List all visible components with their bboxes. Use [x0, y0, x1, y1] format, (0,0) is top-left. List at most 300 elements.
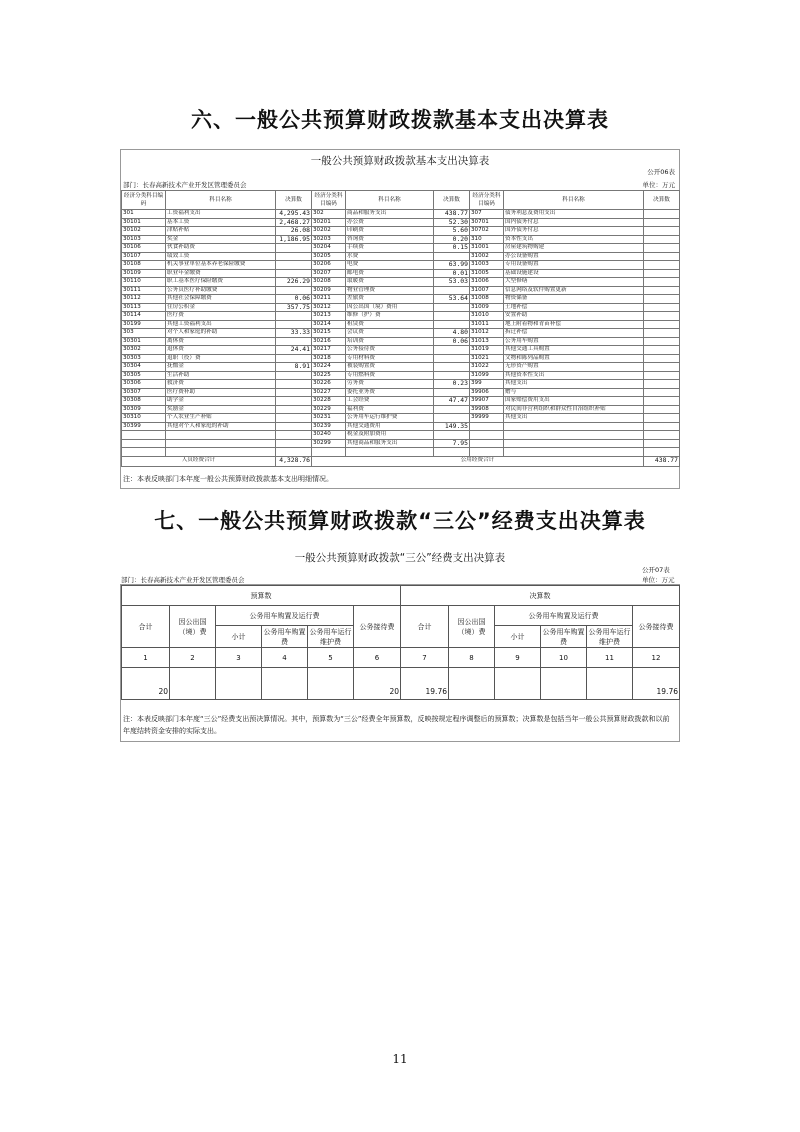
table-cell: 31008: [470, 295, 504, 304]
table-cell: 其他交通工具购置: [504, 346, 644, 355]
table-row: [122, 269, 680, 278]
table-cell: 7.95: [434, 439, 470, 448]
table-cell: 福利费: [346, 405, 434, 414]
budget-car-buy-header: 公务用车购置费: [263, 627, 306, 646]
table-6-header-cell: 经济分类科目编码: [122, 191, 166, 210]
table-cell: [122, 448, 166, 457]
table-cell: [434, 320, 470, 329]
table-cell: 303: [122, 329, 166, 338]
table-cell: 国外债务付息: [504, 227, 644, 236]
table-cell: 30304: [122, 363, 166, 372]
table-cell: [122, 439, 166, 448]
table-7-unit: 单位：万元: [642, 576, 675, 584]
table-cell: 30112: [122, 295, 166, 304]
table-cell: 30109: [122, 269, 166, 278]
table-cell: 因公出国（境）费用: [346, 303, 434, 312]
table-cell: [434, 303, 470, 312]
table-cell: 26.08: [276, 227, 312, 236]
table-row: [122, 363, 680, 372]
budget-total-header: 合计: [122, 606, 170, 648]
table-cell: [470, 431, 504, 440]
table-cell: [644, 422, 680, 431]
table-cell: 奖金: [166, 235, 276, 244]
public-total-value: 438.77: [644, 456, 680, 466]
table-cell: 30212: [312, 303, 346, 312]
column-number-cell: 9: [495, 648, 541, 668]
column-number-cell: 6: [354, 648, 401, 668]
budget-car-group-header: 公务用车购置及运行费: [216, 606, 354, 626]
table-cell: 土地补偿: [504, 303, 644, 312]
table-cell: 30229: [312, 405, 346, 414]
table-cell: 商品和服务支出: [346, 210, 434, 219]
table-cell: 公务用车运行维护费: [346, 414, 434, 423]
table-cell: 31012: [470, 329, 504, 338]
table-cell: 30216: [312, 337, 346, 346]
table-7-header-row-1: [122, 606, 680, 626]
table-cell: 302: [312, 210, 346, 219]
table-cell: 电费: [346, 261, 434, 270]
table-cell: 债务利息及费用支出: [504, 210, 644, 219]
table-6-header-cell: 科目名称: [346, 191, 434, 210]
table-cell: [644, 295, 680, 304]
table-cell: 30113: [122, 303, 166, 312]
table-cell: 0.06: [434, 337, 470, 346]
table-cell: 30299: [312, 439, 346, 448]
table-cell: 30701: [470, 218, 504, 227]
table-cell: 31003: [470, 261, 504, 270]
table-cell: 31022: [470, 363, 504, 372]
table-cell: 30310: [122, 414, 166, 423]
table-cell: 30209: [312, 286, 346, 295]
table-cell: [166, 448, 276, 457]
table-cell: 对个人和家庭的补助: [166, 329, 276, 338]
table-cell: 31019: [470, 346, 504, 355]
table-6-header-cell: 科目名称: [504, 191, 644, 210]
table-cell: 房屋建筑物购建: [504, 244, 644, 253]
table-cell: [312, 448, 346, 457]
table-cell: [276, 252, 312, 261]
value-cell: [170, 668, 216, 700]
table-cell: [644, 363, 680, 372]
table-row: [122, 286, 680, 295]
table-cell: [644, 218, 680, 227]
table-cell: 其他工资福利支出: [166, 320, 276, 329]
table-cell: 30225: [312, 371, 346, 380]
table-cell: [276, 448, 312, 457]
table-row: [122, 346, 680, 355]
table-cell: 30203: [312, 235, 346, 244]
table-cell: 其他社会保障缴费: [166, 295, 276, 304]
table-cell: [644, 278, 680, 287]
table-cell: 30399: [122, 422, 166, 431]
table-cell: 31013: [470, 337, 504, 346]
table-cell: [644, 320, 680, 329]
final-subtotal-header: 小计: [495, 626, 541, 648]
table-cell: [644, 244, 680, 253]
table-cell: [644, 354, 680, 363]
table-cell: [276, 439, 312, 448]
table-cell: [276, 261, 312, 270]
table-row: [122, 210, 680, 219]
table-cell: 培训费: [346, 337, 434, 346]
table-cell: 国家赔偿费用支出: [504, 397, 644, 406]
table-cell: [434, 388, 470, 397]
table-cell: 30228: [312, 397, 346, 406]
table-cell: 33.33: [276, 329, 312, 338]
table-cell: [644, 235, 680, 244]
table-6-header-cell: 决算数: [644, 191, 680, 210]
table-cell: 30201: [312, 218, 346, 227]
table-cell: 30204: [312, 244, 346, 253]
table-cell: 30231: [312, 414, 346, 423]
table-cell: 30308: [122, 397, 166, 406]
table-cell: [644, 346, 680, 355]
value-cell: [262, 668, 308, 700]
table-cell: 税金及附加费用: [346, 431, 434, 440]
table-cell: 31007: [470, 286, 504, 295]
column-number-cell: 12: [633, 648, 680, 668]
table-6-code: 公开06表: [647, 168, 675, 176]
table-cell: [434, 448, 470, 457]
table-cell: 0.06: [276, 295, 312, 304]
table-cell: [644, 448, 680, 457]
table-cell: 基础设施建设: [504, 269, 644, 278]
table-cell: 39907: [470, 397, 504, 406]
table-cell: 399: [470, 380, 504, 389]
table-cell: 办公费: [346, 218, 434, 227]
table-6-header-cell: 决算数: [276, 191, 312, 210]
table-row: [122, 380, 680, 389]
table-cell: [644, 371, 680, 380]
value-cell: [449, 668, 495, 700]
table-cell: 30106: [122, 244, 166, 253]
table-cell: 149.35: [434, 422, 470, 431]
table-cell: 基本工资: [166, 218, 276, 227]
table-cell: 39906: [470, 388, 504, 397]
table-cell: 生活补助: [166, 371, 276, 380]
table-cell: 机关事业单位基本养老保险缴费: [166, 261, 276, 270]
table-row: [122, 295, 680, 304]
table-row: [122, 414, 680, 423]
table-cell: 职业年金缴费: [166, 269, 276, 278]
table-row: [122, 354, 680, 363]
column-number-cell: 8: [449, 648, 495, 668]
table-cell: 0.20: [434, 235, 470, 244]
table-cell: 拆迁补偿: [504, 329, 644, 338]
table-cell: 地上附着物和青苗补偿: [504, 320, 644, 329]
table-cell: 咨询费: [346, 235, 434, 244]
table-cell: 文物和陈列品购置: [504, 354, 644, 363]
value-cell: [495, 668, 541, 700]
table-cell: 31005: [470, 269, 504, 278]
table-cell: [644, 312, 680, 321]
table-cell: 30205: [312, 252, 346, 261]
table-cell: 31099: [470, 371, 504, 380]
table-cell: 专用燃料费: [346, 371, 434, 380]
table-cell: 226.29: [276, 278, 312, 287]
table-cell: [644, 431, 680, 440]
table-cell: 30202: [312, 227, 346, 236]
final-car-group-header: 公务用车购置及运行费: [495, 606, 633, 626]
table-cell: 医疗费: [166, 312, 276, 321]
table-cell: 53.64: [434, 295, 470, 304]
table-cell: 30215: [312, 329, 346, 338]
table-row: [122, 337, 680, 346]
table-cell: 公务员医疗补助缴费: [166, 286, 276, 295]
table-cell: 30702: [470, 227, 504, 236]
table-cell: 其他交通费用: [346, 422, 434, 431]
table-cell: 工资福利支出: [166, 210, 276, 219]
table-cell: 公务接待费: [346, 346, 434, 355]
table-cell: 大型修缮: [504, 278, 644, 287]
table-cell: 无形资产购置: [504, 363, 644, 372]
table-cell: 30207: [312, 269, 346, 278]
table-cell: 职工基本医疗保险缴费: [166, 278, 276, 287]
section-7-title: 七、一般公共预算财政拨款“三公”经费支出决算表: [154, 509, 646, 533]
table-cell: [276, 397, 312, 406]
table-cell: [434, 252, 470, 261]
final-car-buy-header: 公务用车购置费: [542, 627, 585, 646]
table-cell: 30110: [122, 278, 166, 287]
value-cell: 19.76: [401, 668, 449, 700]
table-cell: [434, 354, 470, 363]
column-number-cell: 10: [541, 648, 587, 668]
table-cell: [644, 388, 680, 397]
table-cell: 30226: [312, 380, 346, 389]
table-cell: [644, 303, 680, 312]
table-6-total-row: [122, 456, 680, 466]
table-cell: 其他支出: [504, 414, 644, 423]
table-6-unit: 单位：万元: [642, 181, 675, 189]
table-cell: 30302: [122, 346, 166, 355]
table-cell: 0.15: [434, 244, 470, 253]
table-cell: 助学金: [166, 397, 276, 406]
table-cell: 438.77: [434, 210, 470, 219]
table-cell: 对民间非营利组织和群众性自治组织补贴: [504, 405, 644, 414]
table-cell: 30239: [312, 422, 346, 431]
final-reception-header: 公务接待费: [633, 606, 680, 648]
table-cell: 301: [122, 210, 166, 219]
table-cell: [434, 414, 470, 423]
table-row: [122, 448, 680, 457]
table-cell: [276, 431, 312, 440]
table-cell: [644, 210, 680, 219]
table-cell: 专用设备购置: [504, 261, 644, 270]
table-cell: 30213: [312, 312, 346, 321]
table-cell: 其他资本性支出: [504, 371, 644, 380]
table-cell: 24.41: [276, 346, 312, 355]
table-7-number-row: [122, 648, 680, 668]
table-cell: 取暖费: [346, 278, 434, 287]
value-cell: 20: [354, 668, 401, 700]
budget-abroad-header: 因公出国（境）费: [170, 606, 216, 648]
table-cell: [276, 405, 312, 414]
table-7-group-row: [122, 586, 680, 606]
table-cell: [276, 269, 312, 278]
table-cell: [434, 363, 470, 372]
table-cell: [644, 405, 680, 414]
table-cell: 30211: [312, 295, 346, 304]
table-6-header-cell: 科目名称: [166, 191, 276, 210]
table-cell: 会议费: [346, 329, 434, 338]
table-row: [122, 439, 680, 448]
table-cell: 物资储备: [504, 295, 644, 304]
table-cell: 30108: [122, 261, 166, 270]
table-cell: 退职（役）费: [166, 354, 276, 363]
table-cell: 30303: [122, 354, 166, 363]
value-cell: [308, 668, 354, 700]
table-cell: 30214: [312, 320, 346, 329]
table-cell: [276, 286, 312, 295]
table-cell: 30227: [312, 388, 346, 397]
table-6-header-row: [122, 191, 680, 210]
table-cell: 30217: [312, 346, 346, 355]
table-cell: 信息网络及软件购置更新: [504, 286, 644, 295]
page-number: 11: [392, 1052, 408, 1066]
table-cell: [644, 252, 680, 261]
table-cell: 31006: [470, 278, 504, 287]
table-row: [122, 278, 680, 287]
table-row: [122, 218, 680, 227]
table-cell: 个人农业生产补贴: [166, 414, 276, 423]
table-cell: [276, 337, 312, 346]
table-cell: 4,295.43: [276, 210, 312, 219]
table-6-note: 注：本表反映部门本年度一般公共预算财政拨款基本支出明细情况。: [123, 475, 333, 483]
column-number-cell: 2: [170, 648, 216, 668]
basic-expenditure-table: [121, 190, 680, 467]
table-cell: [644, 227, 680, 236]
table-cell: 31021: [470, 354, 504, 363]
budget-car-run-header: 公务用车运行维护费: [309, 627, 352, 646]
table-cell: 52.30: [434, 218, 470, 227]
table-row: [122, 431, 680, 440]
table-cell: [434, 405, 470, 414]
table-cell: [644, 286, 680, 295]
three-public-expenses-panel: [120, 584, 680, 742]
table-cell: [434, 286, 470, 295]
table-cell: 津贴补贴: [166, 227, 276, 236]
table-cell: 专用材料费: [346, 354, 434, 363]
table-cell: [504, 448, 644, 457]
table-cell: 31011: [470, 320, 504, 329]
table-cell: [276, 414, 312, 423]
table-row: [122, 303, 680, 312]
table-cell: [166, 439, 276, 448]
table-cell: 30103: [122, 235, 166, 244]
table-cell: 30114: [122, 312, 166, 321]
table-cell: 公务用车购置: [504, 337, 644, 346]
table-row: [122, 397, 680, 406]
table-cell: 委托业务费: [346, 388, 434, 397]
table-cell: [276, 244, 312, 253]
table-cell: [504, 439, 644, 448]
table-cell: 31002: [470, 252, 504, 261]
value-cell: [541, 668, 587, 700]
table-6-department: 部门：长春高新技术产业开发区管理委员会: [123, 181, 247, 189]
table-cell: [644, 380, 680, 389]
table-cell: 其他对个人和家庭的补助: [166, 422, 276, 431]
table-cell: 30111: [122, 286, 166, 295]
table-cell: 53.03: [434, 278, 470, 287]
table-cell: 39999: [470, 414, 504, 423]
table-cell: 30101: [122, 218, 166, 227]
table-cell: 31001: [470, 244, 504, 253]
table-cell: 30206: [312, 261, 346, 270]
table-cell: 租赁费: [346, 320, 434, 329]
table-cell: 0.01: [434, 269, 470, 278]
table-cell: [276, 371, 312, 380]
table-row: [122, 312, 680, 321]
table-cell: [434, 346, 470, 355]
table-row: [122, 244, 680, 253]
table-cell: 医疗费补助: [166, 388, 276, 397]
table-cell: 救济费: [166, 380, 276, 389]
table-cell: [644, 261, 680, 270]
table-cell: [276, 380, 312, 389]
table-7-caption: 一般公共预算财政拨款“三公”经费支出决算表: [294, 552, 506, 564]
table-cell: 印刷费: [346, 227, 434, 236]
budget-subtotal-header: 小计: [216, 626, 262, 648]
table-cell: 劳务费: [346, 380, 434, 389]
table-cell: 1,186.95: [276, 235, 312, 244]
person-total-label: 人员经费合计: [122, 456, 276, 466]
table-cell: [470, 422, 504, 431]
table-cell: 其他支出: [504, 380, 644, 389]
budget-group-header: 预算数: [122, 586, 401, 606]
table-cell: 63.99: [434, 261, 470, 270]
table-row: [122, 235, 680, 244]
table-cell: [644, 397, 680, 406]
table-cell: 伙食补助费: [166, 244, 276, 253]
table-7-value-row: [122, 668, 680, 700]
table-cell: 被装购置费: [346, 363, 434, 372]
table-row: [122, 371, 680, 380]
table-cell: [434, 312, 470, 321]
table-cell: [504, 431, 644, 440]
table-cell: 30224: [312, 363, 346, 372]
section-6-title: 六、一般公共预算财政拨款基本支出决算表: [191, 108, 609, 132]
column-number-cell: 5: [308, 648, 354, 668]
table-cell: 住房公积金: [166, 303, 276, 312]
column-number-cell: 1: [122, 648, 170, 668]
table-cell: 31009: [470, 303, 504, 312]
table-cell: 39908: [470, 405, 504, 414]
column-number-cell: 4: [262, 648, 308, 668]
table-cell: 安置补助: [504, 312, 644, 321]
table-cell: 邮电费: [346, 269, 434, 278]
table-cell: [434, 371, 470, 380]
final-abroad-header: 因公出国（境）费: [449, 606, 495, 648]
table-cell: 307: [470, 210, 504, 219]
table-cell: 30309: [122, 405, 166, 414]
budget-reception-header: 公务接待费: [354, 606, 401, 648]
table-cell: 其他商品和服务支出: [346, 439, 434, 448]
table-cell: [122, 431, 166, 440]
table-cell: 31010: [470, 312, 504, 321]
table-cell: [276, 320, 312, 329]
value-cell: [587, 668, 633, 700]
table-cell: 47.47: [434, 397, 470, 406]
column-number-cell: 7: [401, 648, 449, 668]
table-cell: 30218: [312, 354, 346, 363]
table-cell: [644, 337, 680, 346]
table-cell: 工会经费: [346, 397, 434, 406]
column-number-cell: 11: [587, 648, 633, 668]
table-cell: [470, 448, 504, 457]
final-total-header: 合计: [401, 606, 449, 648]
table-cell: [276, 422, 312, 431]
table-6-header-cell: 经济分类科目编码: [470, 191, 504, 210]
